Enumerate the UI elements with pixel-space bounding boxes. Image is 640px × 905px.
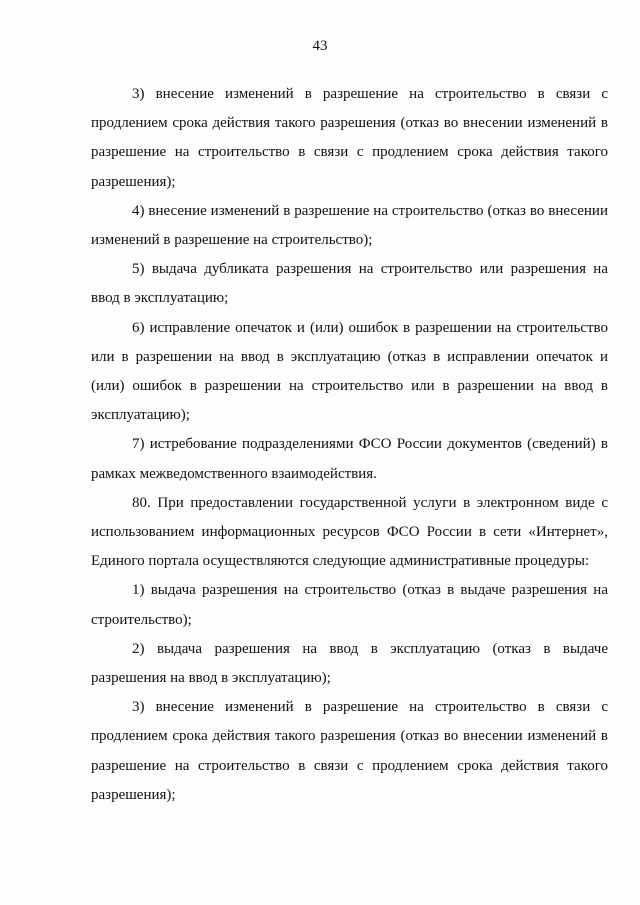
paragraph-item-3-extension: 3) внесение изменений в разрешение на строительство в связи с продлением срока действия такого разрешения (отказ во внесении изменений в разрешение на строительство в связи с продлением срока действия такого разрешения); bbox=[91, 86, 608, 190]
document-body bbox=[91, 80, 608, 810]
paragraph-item-5-duplicate: 5) выдача дубликата разрешения на строительство или разрешения на ввод в эксплуатацию; bbox=[91, 261, 608, 307]
paragraph-item-2-commissioning: 2) выдача разрешения на ввод в эксплуатацию (отказ в выдаче разрешения на ввод в эксплуатацию); bbox=[91, 640, 608, 687]
paragraph-item-7-requests: 7) истребование подразделениями ФСО России документов (сведений) в рамках межведомственного взаимодействия. bbox=[91, 436, 608, 482]
paragraph-clause-80: 80. При предоставлении государственной услуги в электронном виде с использованием информационных ресурсов ФСО России в сети «Интернет», Единого портала осуществляются следующие административные процедуры: bbox=[91, 494, 608, 570]
paragraph-item-3-extension-repeat: 3) внесение изменений в разрешение на строительство в связи с продлением срока действия такого разрешения (отказ во внесении изменений в разрешение на строительство в связи с продлением срока действия такого разрешения); bbox=[91, 699, 608, 803]
page-number: 43 bbox=[312, 38, 328, 54]
paragraph-item-1-permit: 1) выдача разрешения на строительство (отказ в выдаче разрешения на строительство); bbox=[91, 582, 608, 628]
paragraph-item-4-changes: 4) внесение изменений в разрешение на строительство (отказ во внесении изменений в разрешение на строительство); bbox=[91, 202, 608, 249]
paragraph-item-6-corrections: 6) исправление опечаток и (или) ошибок в разрешении на строительство или в разрешении на ввод в эксплуатацию (отказ в исправлении опечаток и (или) ошибок в разрешении на строительство или в разрешении на ввод в эксплуатацию); bbox=[91, 319, 608, 424]
